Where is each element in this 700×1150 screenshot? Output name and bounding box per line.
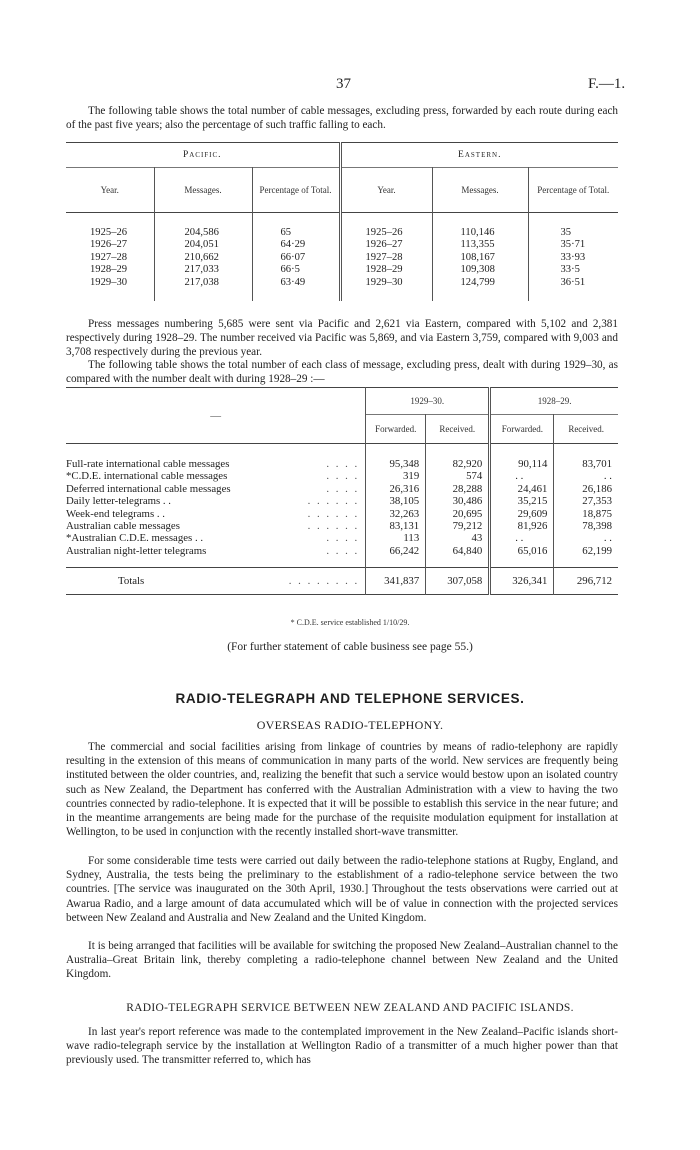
section-heading-radio-services: RADIO-TELEGRAPH AND TELEPHONE SERVICES. <box>175 691 525 706</box>
table-row: Australian cable messages . . . . . . 83,131 79,212 81,926 78,398 <box>66 520 612 533</box>
col-header-received: Received. <box>554 415 618 444</box>
press-messages-paragraph: Press messages numbering 5,685 were sent via Pacific and 2,621 via Eastern, compared with 5,102 and 2,381 respectively during 1928–29. The number received via Pacific was 5,869, and via Eastern 3,759, compared with 9,003 and 3,708 respectively during the previous year. <box>66 318 618 359</box>
col-header-messages: Messages. <box>432 168 528 213</box>
intro-paragraph-1: The following table shows the total number of cable messages, excluding press, forwarded by each route during each of the past five years; also the percentage of such traffic falling to each. <box>66 105 618 132</box>
table-row: 1926–27 204,051 64·29 1926–27 113,355 35·71 <box>66 239 618 251</box>
radio-paragraph-4: In last year's report reference was made to the contemplated improvement in the New Zealand–Pacific islands short-wave radio-telegraph service by the installation at Wellington Radio of a transmitter of a much higher power than that previously used. The transmitter referred to, which has <box>66 1026 618 1067</box>
table-row: Week-end telegrams . . . . . . . . 32,263 20,695 29,609 18,875 <box>66 507 612 520</box>
route-traffic-table <box>66 142 618 301</box>
year-header-1928-29: 1928–29. <box>537 396 572 406</box>
table-row: 1928–29 217,033 66·5 1928–29 109,308 33·5 <box>66 264 618 276</box>
radio-paragraph-1: The commercial and social facilities arising from linkage of countries by means of radio-telephony are rapidly resulting in the extension of this means of communication in many parts of the world. New services are frequently being instituted between the older countries, and, realizing the benefit that such a service would bestow upon an isolated country such as New Zealand, the Department has conferred with the Australian Administration with a view to having the two countries connected by radio-telephone. It is expected that it will be possible to establish this service in the near future; and in the meantime arrangements are being made for the purchase of the requisite modulation equipment for installation at Wellington, to be used in conjunction with the recently installed short-wave transmitter. <box>66 741 618 839</box>
radio-paragraph-2: For some considerable time tests were carried out daily between the radio-telephone stations at Rugby, England, and Sydney, Australia, the tests being the preliminary to the establishment of a radio-telephone service between the two countries. [The service was inaugurated on the 30th April, 1930.] Throughout the tests observations were carried out at Awarua Radio, and a large amount of data accumulated which will be of value in connection with the projected services between New Zealand and Australia and New Zealand and the United Kingdom. <box>66 855 618 924</box>
table-row: Deferred international cable messages . . . . 26,316 28,288 24,461 26,186 <box>66 482 612 495</box>
stub-header: — <box>66 388 366 444</box>
col-header-messages: Messages. <box>154 168 252 213</box>
eastern-group-header: Eastern. <box>458 150 502 160</box>
further-statement-note: (For further statement of cable business see page 55.) <box>227 641 473 653</box>
col-header-forwarded: Forwarded. <box>366 415 426 444</box>
message-class-table <box>66 387 618 595</box>
col-header-percentage: Percentage of Total. <box>537 185 610 195</box>
subheading-pacific-islands-service: RADIO-TELEGRAPH SERVICE BETWEEN NEW ZEALAND AND PACIFIC ISLANDS. <box>126 1002 574 1014</box>
table-row: Full-rate international cable messages . . . . 95,348 82,920 90,114 83,701 <box>66 458 612 470</box>
col-header-percentage: Percentage of Total. <box>252 168 340 213</box>
table-row: Daily letter-telegrams . . . . . . . . 38,105 30,486 35,215 27,353 <box>66 495 612 508</box>
col-header-forwarded: Forwarded. <box>490 415 554 444</box>
table-row: 1927–28 210,662 66·07 1927–28 108,167 33·93 <box>66 252 618 264</box>
table-footnote: * C.D.E. service established 1/10/29. <box>290 618 410 627</box>
report-reference: F.—1. <box>588 76 626 92</box>
year-header-1929-30: 1929–30. <box>366 388 490 415</box>
radio-paragraph-3: It is being arranged that facilities will be available for switching the proposed New Zealand–Australian channel to the Australia–Great Britain link, thereby completing a radio-telephone channel between New Zealand and the United Kingdom. <box>66 940 618 981</box>
table-row: 1929–30 217,038 63·49 1929–30 124,799 36·51 <box>66 277 618 289</box>
table-row: Australian night-letter telegrams . . . . 66,242 64,840 65,016 62,199 <box>66 544 612 557</box>
intro-paragraph-2: The following table shows the total number of each class of message, excluding press, dealt with during 1929–30, as compared with the number dealt with during 1928–29 :— <box>66 359 618 386</box>
subheading-overseas-radio-telephony: OVERSEAS RADIO-TELEPHONY. <box>256 718 444 732</box>
col-header-year: Year. <box>340 168 432 213</box>
totals-row: Totals . . . . . . . . 341,837 307,058 326,341 296,712 <box>66 568 618 595</box>
pacific-group-header: Pacific. <box>66 143 340 168</box>
col-header-year: Year. <box>66 168 154 213</box>
table-row: 1925–26 204,586 65 1925–26 110,146 35 <box>66 227 618 239</box>
table-row: *C.D.E. international cable messages . . . . 319 574 . . . . <box>66 470 612 483</box>
col-header-received: Received. <box>426 415 490 444</box>
table-row: *Australian C.D.E. messages . . . . . . 113 43 . . . . <box>66 532 612 545</box>
page-number: 37 <box>336 76 351 92</box>
